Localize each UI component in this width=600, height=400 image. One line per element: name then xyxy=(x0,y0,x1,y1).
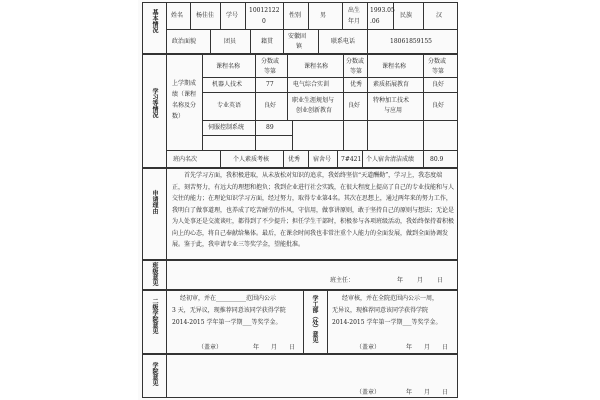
score-header-3: 分数或 xyxy=(428,58,447,65)
birth-value-cont: .06 xyxy=(370,18,380,25)
phone-value: 18061859155 xyxy=(390,38,432,45)
dorm-score-value: 80.9 xyxy=(430,156,444,163)
dorm-score-label: 个人宿舍清洁成绩 xyxy=(366,156,415,163)
gender-label: 性别 xyxy=(289,12,302,19)
semester-grades-label-1: 上学期成 xyxy=(172,80,197,87)
student-id-value: 10012122 xyxy=(249,7,280,14)
reason-label: 申请理由 xyxy=(151,190,158,214)
student-affairs-label: 学工部（处）意见 xyxy=(311,295,318,343)
dorm-value: 7#421 xyxy=(341,156,362,163)
course-score: 优秀 xyxy=(350,81,363,88)
college-opinion-text-3: 2014-2015 学年第一学期___等奖学金。 xyxy=(172,319,282,326)
course-header-1: 课程名称 xyxy=(216,63,241,70)
name-value: 杨佳佳 xyxy=(196,12,215,19)
name-label: 姓名 xyxy=(171,12,184,19)
school-year: 年 xyxy=(406,389,413,396)
ethnicity-label: 民族 xyxy=(400,12,413,19)
class-opinion-section xyxy=(142,260,458,290)
course-header-3: 课程名称 xyxy=(382,63,407,70)
course-score: 良好 xyxy=(348,102,361,109)
politics-value: 团员 xyxy=(224,38,237,45)
course-score: 良好 xyxy=(432,102,445,109)
class-day: 日 xyxy=(437,277,444,284)
semester-grades-label-3: 名称及分 xyxy=(172,102,197,109)
course-score: 良好 xyxy=(264,102,277,109)
semester-grades-label-4: 数） xyxy=(172,113,185,120)
student-affairs-day: 日 xyxy=(442,344,449,351)
ethnicity-value: 汉 xyxy=(436,12,443,19)
college-opinion-label: 二级学院意见 xyxy=(151,298,158,334)
course-name-cont: 与应用 xyxy=(384,107,403,114)
politics-label: 政治面貌 xyxy=(172,38,197,45)
semester-grades-label-2: 绩（课程 xyxy=(172,91,197,98)
origin-label: 籍贯 xyxy=(261,38,274,45)
course-score: 良好 xyxy=(432,81,445,88)
phone-label: 联系电话 xyxy=(331,38,356,45)
college-month: 月 xyxy=(271,344,278,351)
study-info-label: 学习等情况 xyxy=(151,88,158,118)
college-opinion-text-1: 经初审，并在__________范围内公示 xyxy=(180,295,277,302)
class-opinion-label: 班级意见 xyxy=(151,262,158,286)
course-header-2: 课程名称 xyxy=(304,63,329,70)
gender-value: 男 xyxy=(320,12,327,19)
score-header-3-cont: 等第 xyxy=(432,68,445,75)
course-name: 机器人技术 xyxy=(212,81,243,88)
origin-value: 安徽固 xyxy=(288,33,307,40)
birth-value: 1993.05 xyxy=(370,7,395,14)
score-header-1-cont: 等第 xyxy=(264,68,277,75)
school-month: 月 xyxy=(424,389,431,396)
college-day: 日 xyxy=(289,344,296,351)
origin-value-cont: 镇 xyxy=(296,43,303,50)
student-affairs-text-3: 2014-2015 学年第一学期___等奖学金。 xyxy=(332,319,442,326)
student-affairs-seal: （盖章） xyxy=(356,344,381,351)
student-affairs-text-2: 无异议，现推荐同意该同学获得学院 xyxy=(332,307,429,314)
school-seal: （盖章） xyxy=(356,389,381,396)
reason-text: 首先学习方面，我积极进取，从未放松对知识的追求，我始终坚信“天道酬勤”，学习上，我态度端正，刻苦努力，有远大的理想和抱负；我到企业进行社会实践，在很大程度上提高了自己的专业技能和与人交往的能力；在理论知识学习方面，经过努力，取得专业第4名。其次在思想上，通过两年来的努力工作，我明白了做事道理，也养成了吃苦耐劳的作风，守信用，做事讲原则，敢于坚持自己的原则与想法；无论是为人处事还是交流谈吐，都得到了不少提升；担任学生干部时，积极参与各项班级活动，我始终保持着积极向上的心态，将自己奉献给集体。最后，在课余时间我也非常注重个人能力的全面发展，做到全面协调发展。鉴于此，我申请专业三等奖学金，望能批准。 xyxy=(172,172,454,248)
score-header-1: 分数或 xyxy=(261,58,280,65)
course-name-cont: 创业创新教育 xyxy=(296,107,333,114)
quality-value: 优秀 xyxy=(288,156,301,163)
course-name: 伺服控制系统 xyxy=(208,124,245,131)
birth-label-cont: 年月 xyxy=(348,18,361,25)
course-score: 89 xyxy=(266,124,274,131)
course-name: 电气综合实训 xyxy=(293,81,330,88)
course-name: 特种加工技术 xyxy=(373,97,410,104)
score-header-2-cont: 等第 xyxy=(350,68,363,75)
course-name: 素质拓展教育 xyxy=(373,81,410,88)
class-teacher-signature: 班主任： xyxy=(330,277,355,284)
quality-label: 个人素质考核 xyxy=(233,156,270,163)
score-header-2: 分数或 xyxy=(346,58,365,65)
college-year: 年 xyxy=(253,344,260,351)
course-score: 77 xyxy=(266,81,274,88)
basic-info-label: 基本情况 xyxy=(151,9,158,33)
class-month: 月 xyxy=(417,277,424,284)
college-seal: （盖章） xyxy=(198,344,223,351)
student-affairs-month: 月 xyxy=(424,344,431,351)
student-affairs-year: 年 xyxy=(406,344,413,351)
dorm-label: 宿舍号 xyxy=(313,156,332,163)
rank-label: 班内名次 xyxy=(173,156,198,163)
school-day: 日 xyxy=(442,389,449,396)
student-id-value-cont: 0 xyxy=(262,18,266,25)
student-id-label: 学号 xyxy=(226,12,239,19)
college-opinion-text-2: 3 天，无异议，现推荐同意该同学获得学院 xyxy=(172,307,286,314)
class-year: 年 xyxy=(397,277,404,284)
student-affairs-text-1: 经审核，并在全院范围内公示一周， xyxy=(342,295,439,302)
course-name: 专业英语 xyxy=(217,102,242,109)
course-name: 职业生涯规划与 xyxy=(292,97,335,104)
birth-label: 出生 xyxy=(348,7,361,14)
school-opinion-label: 学院意见 xyxy=(151,362,158,386)
